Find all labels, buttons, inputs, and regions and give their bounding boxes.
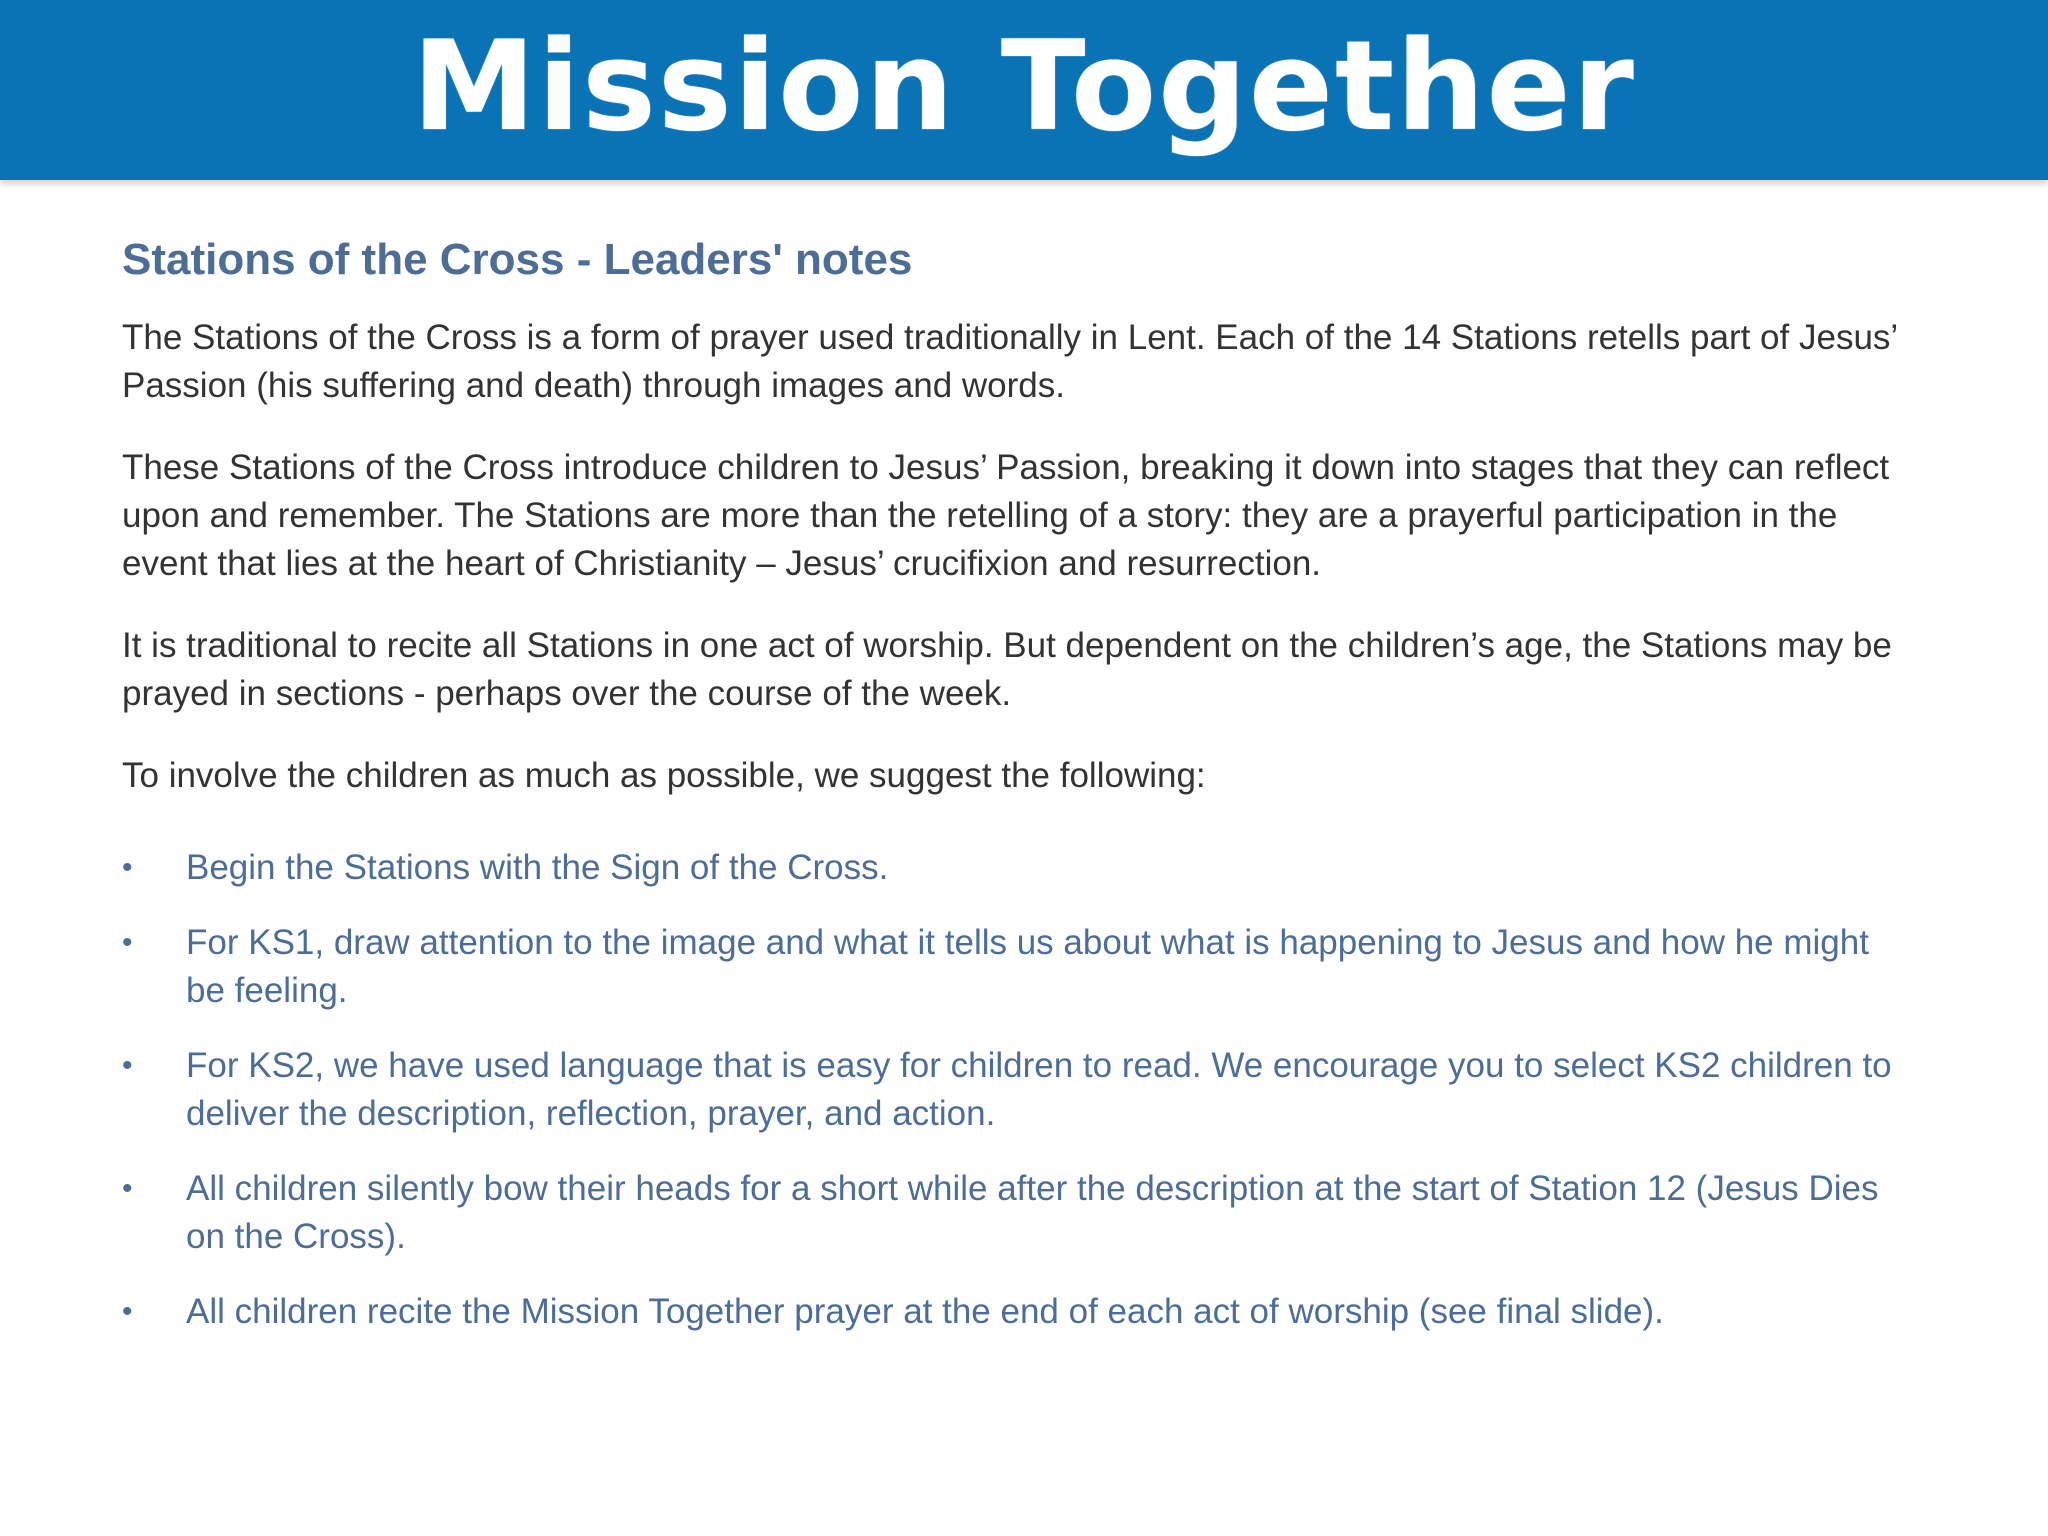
list-item-text: All children silently bow their heads for a short while after the description at the start of Station 12 (Jesus Dies on the Cross). [186,1169,1879,1256]
intro-paragraph-3: It is traditional to recite all Stations in one act of worship. But dependent on the children’s age, the Stations may be prayed in sections - perhaps over the course of the week. [122,626,1892,713]
intro-paragraph-4: To involve the children as much as possible, we suggest the following: [122,756,1206,795]
page-title: Stations of the Cross - Leaders' notes [122,235,913,284]
list-item-text: Begin the Stations with the Sign of the Cross. [186,848,889,887]
bullet-icon: • [122,926,133,959]
list-item-text: For KS1, draw attention to the image and what it tells us about what is happening to Jesus and how he might be feeling. [186,923,1869,1010]
bullet-icon: • [122,1172,133,1205]
header-banner [0,0,2048,180]
list-item [122,919,1902,1015]
mission-together-logo: Mission Together [412,15,1636,159]
slide-content [122,228,1902,1363]
list-item [122,844,1902,892]
intro-paragraph-2: These Stations of the Cross introduce children to Jesus’ Passion, breaking it down into stages that they can reflect upon and remember. The Stations are more than the retelling of a story: they are a prayerful participation in the event that lies at the heart of Christianity – Jesus’ crucifixion and resurrection. [122,448,1890,583]
bullet-icon: • [122,1049,133,1082]
intro-paragraph-1: The Stations of the Cross is a form of prayer used traditionally in Lent. Each of the 14 Stations retells part of Jesus’ Passion (his suffering and death) through images and words. [122,318,1897,405]
intro-section [122,314,1902,800]
list-item [122,1288,1902,1336]
suggestions-list [122,844,1902,1336]
list-item [122,1042,1902,1138]
list-item-text: All children recite the Mission Together prayer at the end of each act of worship (see final slide). [186,1292,1664,1331]
list-item-text: For KS2, we have used language that is easy for children to read. We encourage you to select KS2 children to deliver the description, reflection, prayer, and action. [186,1046,1892,1133]
bullet-icon: • [122,1295,133,1328]
list-item [122,1165,1902,1261]
bullet-icon: • [122,851,133,884]
